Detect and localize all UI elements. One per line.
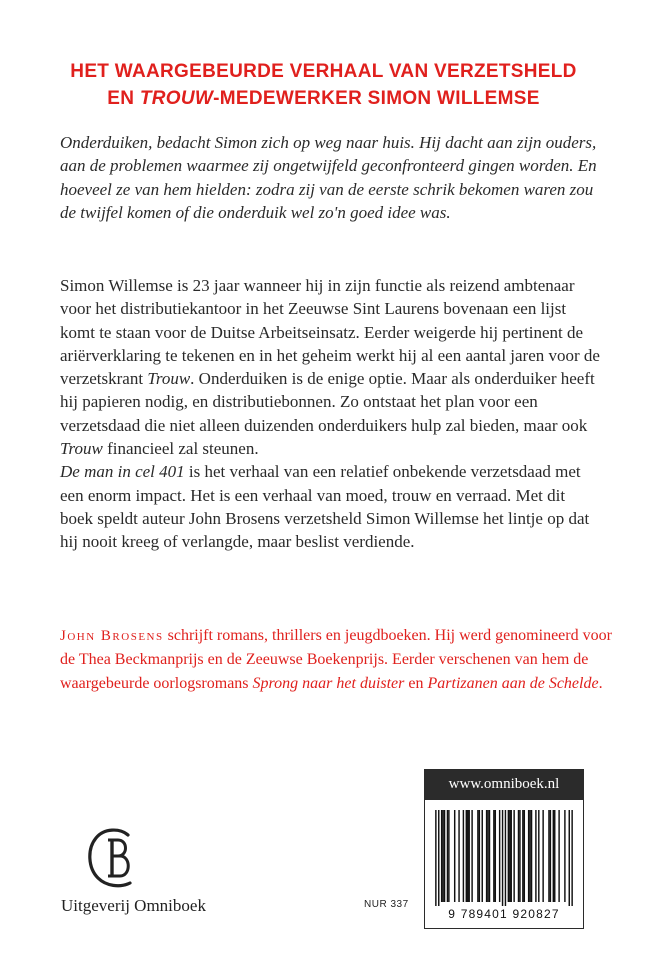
- barcode-bar: [468, 810, 469, 902]
- headline-trouw-italic: TROUW: [139, 88, 214, 109]
- barcode-bar: [513, 810, 514, 902]
- barcode-bar: [447, 810, 448, 902]
- barcode-bar: [529, 810, 530, 902]
- bio-text-a: schrijft romans, thrillers en jeugdboeken. Hij werd genomineerd voor de Thea Beckmanprijs en de Zeeuwse Boekenprijs. Eerder verschenen van hem de waargebeurde oorlogsromans: [60, 627, 612, 692]
- barcode-bar: [487, 810, 488, 902]
- barcode-bar: [466, 810, 467, 902]
- bio-text-c: .: [598, 674, 603, 692]
- barcode-bar: [531, 810, 532, 902]
- barcode-bar: [535, 810, 536, 902]
- barcode-bar: [571, 810, 572, 906]
- barcode-bar: [489, 810, 490, 902]
- publisher-url: www.omniboek.nl: [424, 769, 584, 799]
- blurb-p1-c: financieel zal steunen.: [102, 439, 259, 459]
- bio-text-b: en: [404, 674, 428, 692]
- barcode-bar: [522, 810, 523, 902]
- intro-quote: Onderduiken, bedacht Simon zich op weg naar huis. Hij dacht aan zijn ouders, aan de problemen waarmee zij ongetwijfeld geconfronteerd gingen worden. En hoeveel ze van hem hielden: zodra zij van de eerste schrik bekomen waren zou de twijfel komen of die onderduik wel zo'n goed idee was.: [60, 133, 597, 222]
- barcode-bar: [486, 810, 487, 902]
- barcode-bar: [444, 810, 445, 902]
- blurb-p1-b: . Onderduiken is de enige optie. Maar als onderduiker heeft hij papieren nodig, en distributiebonnen. Zo ontstaat het plan voor een verzetsdaad die niet alleen duizenden onderduikers hulp zal bieden, maar ook: [60, 369, 595, 435]
- barcode-bar: [505, 810, 506, 906]
- blurb-paragraph-1: [60, 274, 600, 460]
- bio-book-2: Partizanen aan de Schelde: [427, 674, 599, 692]
- barcode-bar: [542, 810, 543, 902]
- barcode-bar: [442, 810, 443, 902]
- barcode-bar: [435, 810, 436, 906]
- barcode-bar: [477, 810, 478, 902]
- nur-code: NUR 337: [364, 899, 409, 910]
- barcode-bar: [538, 810, 539, 902]
- barcode-bar: [524, 810, 525, 902]
- headline: [0, 58, 647, 112]
- barcode-bar: [471, 810, 472, 902]
- omniboek-logo-icon: [84, 826, 146, 892]
- blurb-body: [60, 274, 600, 554]
- blurb-p2-text: is het verhaal van een relatief onbekende verzetsdaad met een enorm impact. Het is een verhaal van moed, trouw en verraad. Met dit boek speldt auteur John Brosens verzetsheld Simon Willemse het lintje op dat hij nooit kreeg of verlangde, maar beslist verdiende.: [60, 462, 590, 552]
- blurb-paragraph-2: [60, 460, 600, 553]
- barcode-bar: [518, 810, 519, 902]
- barcode-bar: [493, 810, 494, 902]
- headline-line-2-prefix: EN: [107, 88, 140, 109]
- blurb-p1-trouw-2: Trouw: [60, 439, 103, 459]
- book-title: De man in cel 401: [60, 462, 185, 482]
- barcode-bar: [554, 810, 555, 902]
- barcode-bar: [454, 810, 455, 902]
- barcode-bar: [463, 810, 464, 902]
- headline-line-2: [0, 85, 647, 112]
- barcode-bar: [441, 810, 442, 902]
- barcode-bar: [502, 810, 503, 906]
- isbn-barcode: [424, 799, 584, 929]
- barcode-bar: [499, 810, 500, 902]
- publisher-name: Uitgeverij Omniboek: [61, 896, 206, 915]
- barcode-bar: [511, 810, 512, 902]
- barcode-bars: [425, 800, 583, 906]
- bio-book-1: Sprong naar het duister: [252, 674, 405, 692]
- isbn-number: 9 789401 920827: [448, 907, 560, 921]
- barcode-bar: [548, 810, 549, 902]
- barcode-bar: [458, 810, 459, 902]
- blurb-p1-trouw-1: Trouw: [147, 369, 191, 389]
- barcode-bar: [509, 810, 510, 902]
- barcode-bar: [558, 810, 559, 902]
- barcode-bar: [467, 810, 468, 902]
- barcode-bar: [553, 810, 554, 902]
- barcode-bar: [528, 810, 529, 902]
- author-bio: [60, 624, 620, 695]
- barcode-bar: [564, 810, 565, 902]
- barcode-bar: [448, 810, 449, 902]
- headline-line-1: HET WAARGEBEURDE VERHAAL VAN VERZETSHELD: [70, 61, 577, 82]
- barcode-bar: [438, 810, 439, 906]
- barcode-bar: [479, 810, 480, 902]
- barcode-bar: [495, 810, 496, 902]
- blurb-p1-a: Simon Willemse is 23 jaar wanneer hij in zijn functie als reizend ambtenaar voor het distributiekantoor in het Zeeuwse Sint Laurens bovenaan een lijst komt te staan voor de Duitse Arbeitseinsatz. Eerder weigerde hij pertinent de ariërverklaring te tekenen en in het geheim werkt hij al een aantal jaren voor de verzetskrant: [60, 276, 600, 389]
- author-name: John Brosens: [60, 628, 164, 644]
- barcode-bar: [550, 810, 551, 902]
- barcode-bar: [519, 810, 520, 902]
- barcode-bar: [569, 810, 570, 906]
- headline-line-2-suffix: -MEDEWERKER SIMON WILLEMSE: [213, 88, 540, 109]
- barcode-bar: [482, 810, 483, 902]
- barcode-bar: [508, 810, 509, 902]
